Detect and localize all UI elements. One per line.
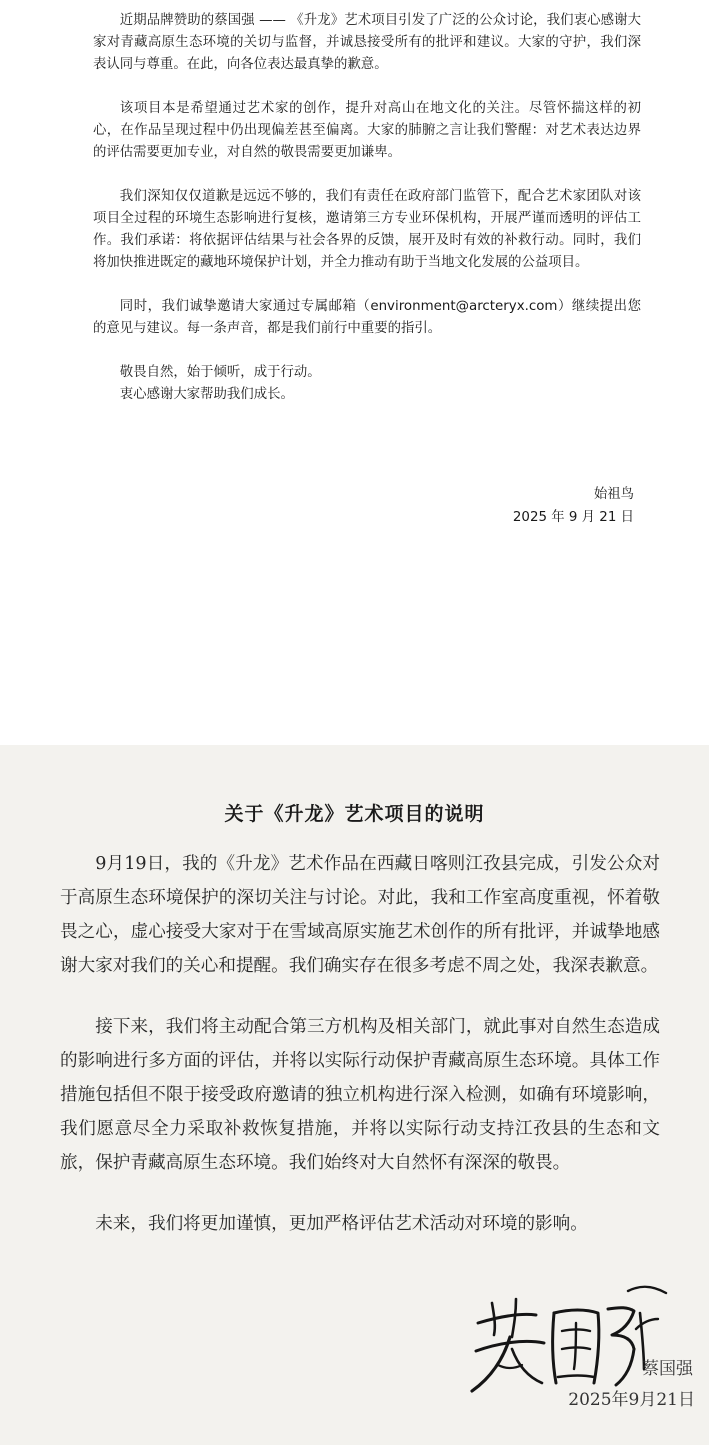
artist-paragraph-1: 9月19日，我的《升龙》艺术作品在西藏日喀则江孜县完成，引发公众对于高原生态环境保护的深切关注与讨论。对此，我和工作室高度重视，怀着敬畏之心，虚心接受大家对于在雪域高原实施艺术创作的所有批评，并诚挚地感谢大家对我们的关心和提醒。我们确实存在很多考虑不周之处，我深表歉意。 — [60, 854, 660, 976]
brand-paragraph-3: 我们深知仅仅道歉是远远不够的，我们有责任在政府部门监管下，配合艺术家团队对该项目全过程的环境生态影响进行复核，邀请第三方专业环保机构，开展严谨而透明的评估工作。我们承诺：将依据评估结果与社会各界的反馈，展开及时有效的补救行动。同时，我们将加快推进既定的藏地环境保护计划，并全力推动有助于当地文化发展的公益项目。 — [93, 189, 641, 270]
artist-paragraph-2: 接下来，我们将主动配合第三方机构及相关部门，就此事对自然生态造成的影响进行多方面的评估，并将以实际行动保护青藏高原生态环境。具体工作措施包括但不限于接受政府邀请的独立机构进行深入检测，如确有环境影响，我们愿意尽全力采取补救恢复措施，并将以实际行动支持江孜县的生态和文旅，保护青藏高原生态环境。我们始终对大自然怀有深深的敬畏。 — [60, 1017, 660, 1173]
brand-date: 2025 年 9 月 21 日 — [512, 510, 634, 525]
brand-closing-line-2: 衷心感谢大家帮助我们成长。 — [119, 387, 294, 402]
artist-signer-name: 蔡国强 — [642, 1359, 693, 1379]
artist-statement-section — [0, 745, 709, 1445]
brand-signature-block — [513, 483, 634, 529]
brand-statement-body — [93, 10, 641, 406]
brand-paragraph-4: 同时，我们诚挚邀请大家通过专属邮箱（environment@arcteryx.com）继续提出您的意见与建议。每一条声音，都是我们前行中重要的指引。 — [93, 299, 641, 336]
artist-paragraph-3: 未来，我们将更加谨慎，更加严格评估艺术活动对环境的影响。 — [95, 1214, 588, 1234]
brand-closing — [93, 362, 641, 406]
brand-signature: 始祖鸟 — [593, 487, 634, 502]
artist-date: 2025年9月21日 — [568, 1390, 695, 1410]
brand-closing-line-1: 敬畏自然，始于倾听，成于行动。 — [119, 365, 321, 380]
artist-statement-body — [60, 847, 660, 1268]
artist-statement-title: 关于《升龙》艺术项目的说明 — [224, 803, 485, 825]
brand-paragraph-1: 近期品牌赞助的蔡国强 —— 《升龙》艺术项目引发了广泛的公众讨论，我们衷心感谢大家对青藏高原生态环境的关切与监督，并诚恳接受所有的批评和建议。大家的守护，我们深表认同与尊重。在此，向各位表达最真挚的歉意。 — [93, 13, 641, 72]
handwritten-signature — [458, 1273, 668, 1403]
brand-paragraph-2: 该项目本是希望通过艺术家的创作，提升对高山在地文化的关注。尽管怀揣这样的初心，在作品呈现过程中仍出现偏差甚至偏离。大家的肺腑之言让我们警醒：对艺术表达边界的评估需要更加专业，对自然的敬畏需要更加谦卑。 — [93, 101, 641, 160]
